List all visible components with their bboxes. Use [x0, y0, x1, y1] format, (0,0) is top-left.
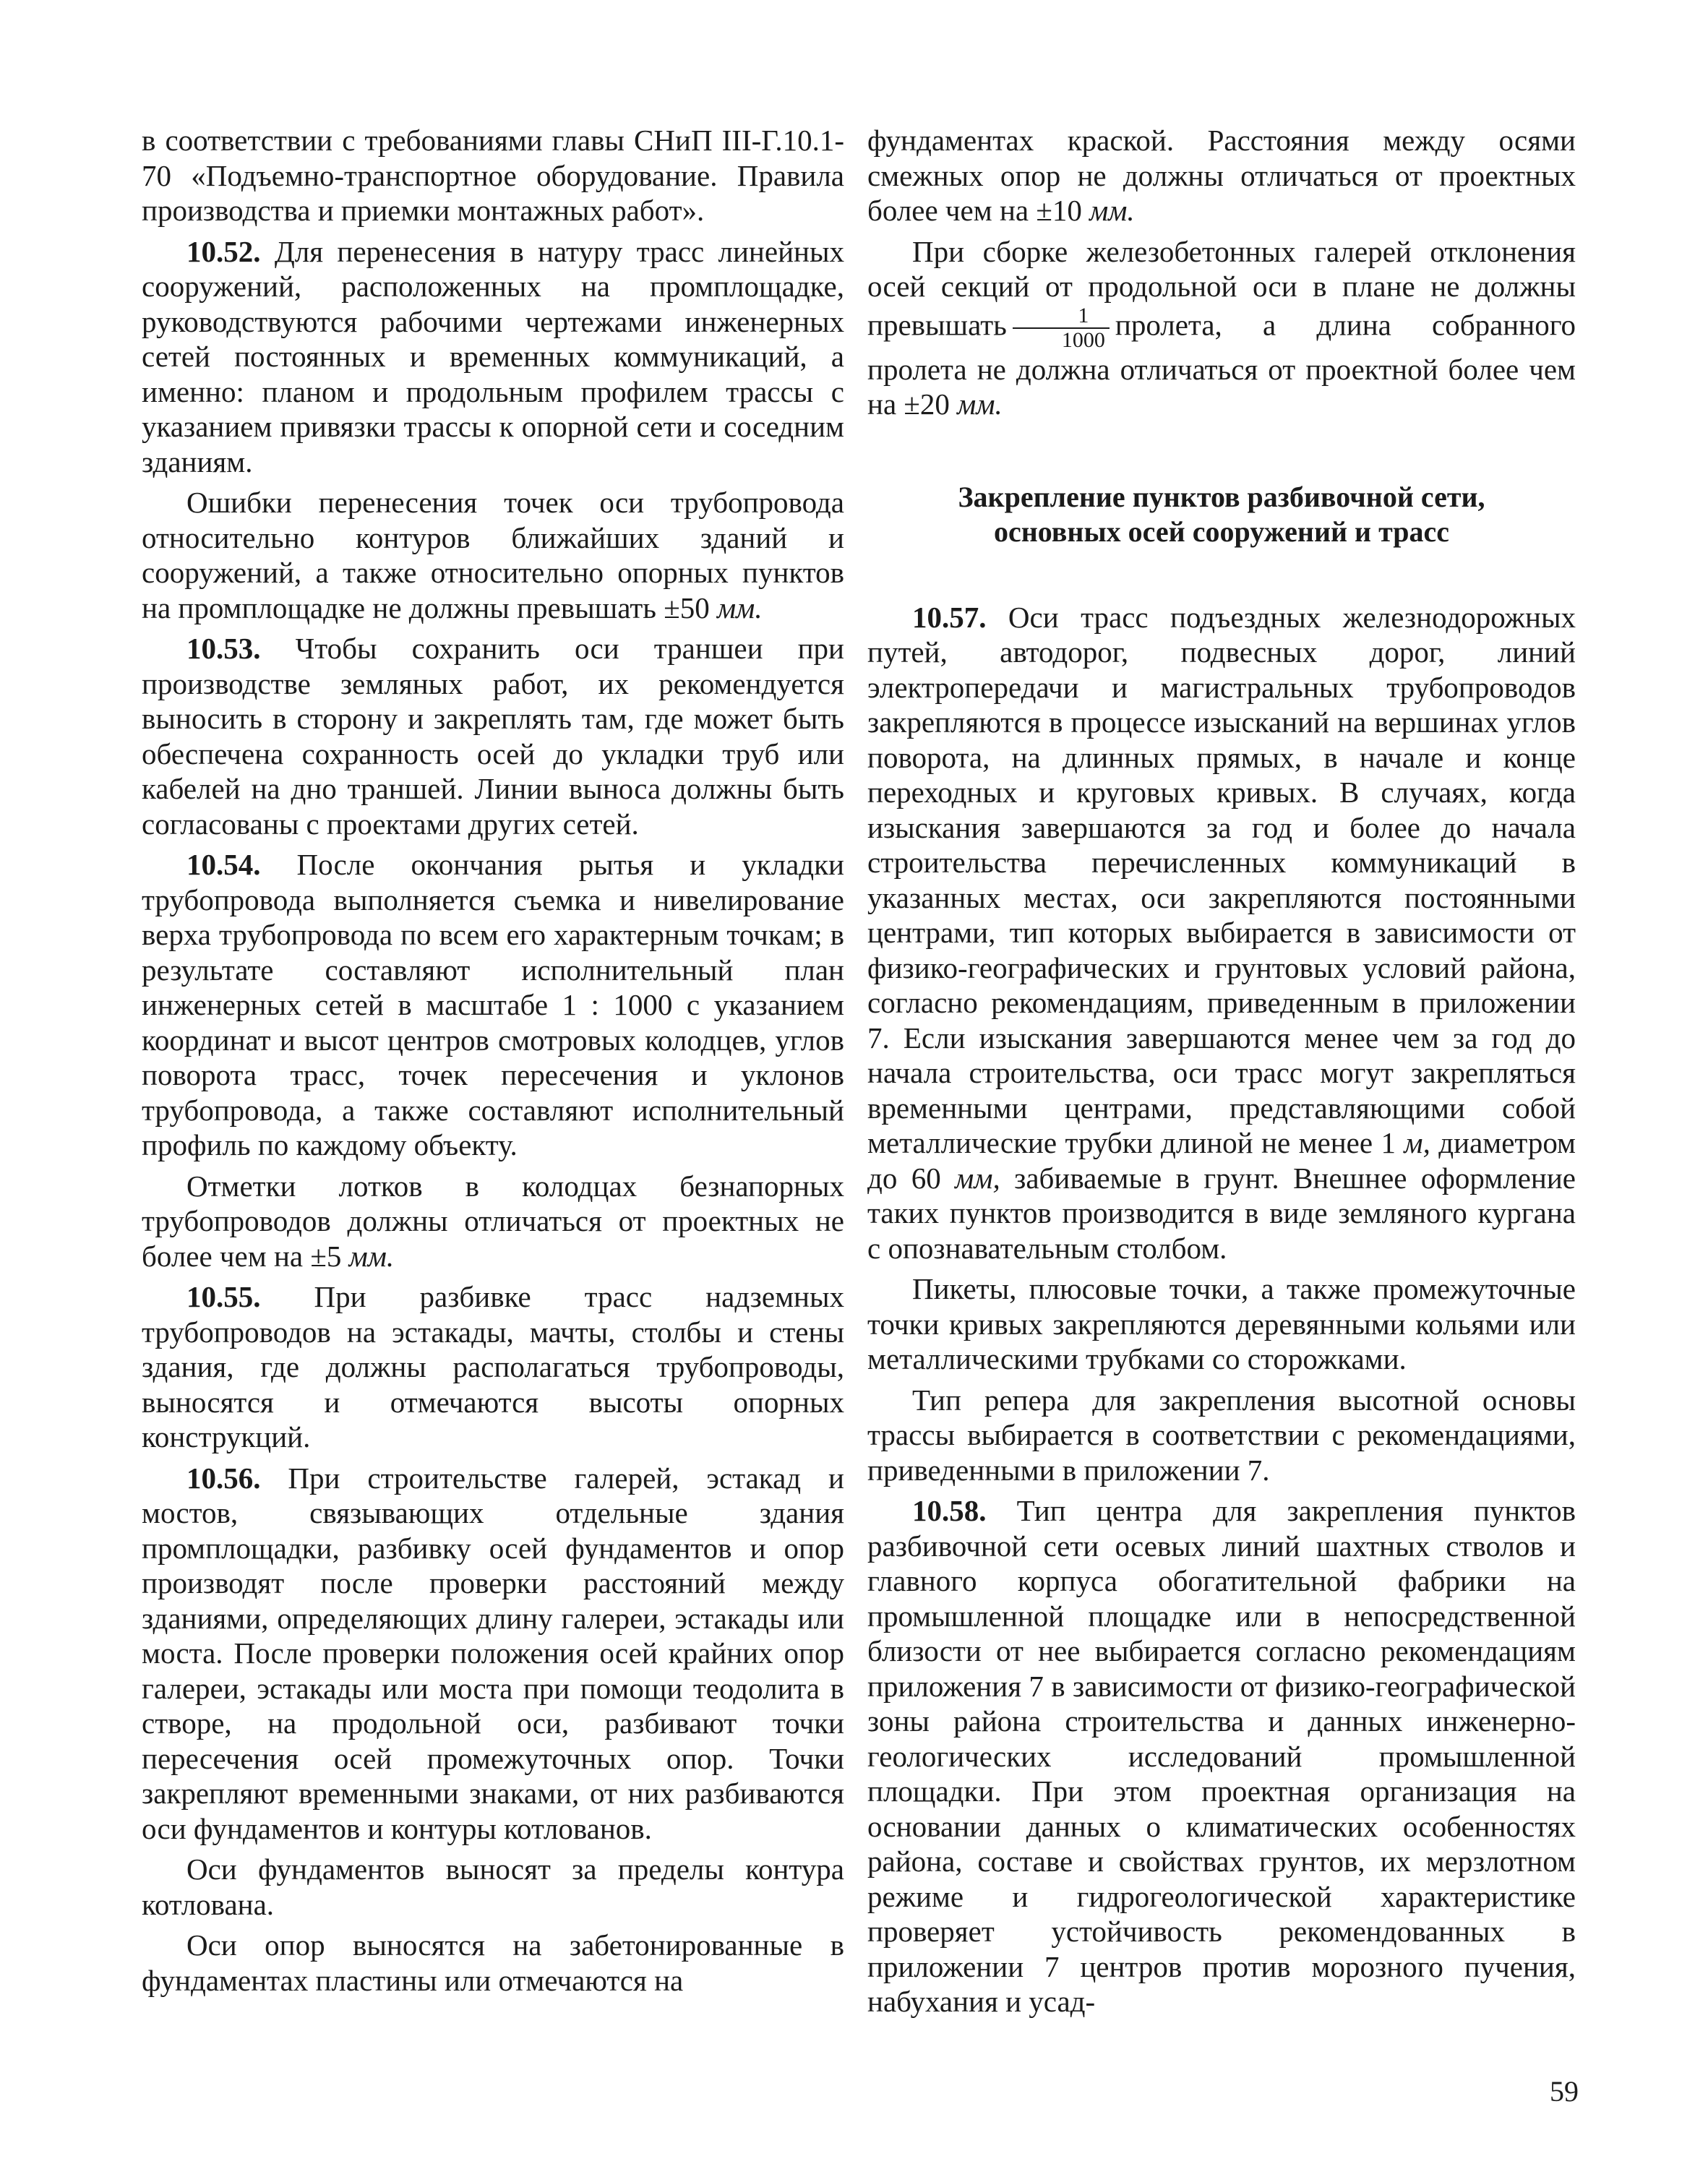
- section-heading: Закрепление пунктов разбивочной сети, основных осей сооружений и трасс: [958, 480, 1485, 548]
- clause-number: 10.55.: [186, 1280, 261, 1313]
- page-number: 59: [1550, 2075, 1579, 2108]
- paragraph-10-58: 10.58. Тип центра для закрепления пунктов разбивочной сети осевых линий шахтных стволов и главного корпуса обогатительной фабрики на промышленной площадке или в непосредственной близости от нее выбирается согласно рекомендациям приложения 7 в зависимости от физико-географической зоны района строительства и данных инженерно-геологических исследований промышленной площадки. При этом проектная организация на основании данных о климатических особенностях района, составе и свойствах грунтов, их мерзлотном режиме и гидрогеологической характеристике проверяет устойчивость рекомендованных в приложении 7 центров против морозного пучения, набухания и усад-: [867, 1494, 1576, 2018]
- paragraph: Ошибки перенесения точек оси трубопровода относительно контуров ближайших зданий и сооружений, а также относительно опорных пунктов на промплощадке не должны превышать ±50 мм.: [142, 486, 844, 624]
- clause-number: 10.57.: [912, 600, 987, 634]
- clause-number: 10.56.: [186, 1461, 261, 1495]
- paragraph-10-54: 10.54. После окончания рытья и укладки трубопровода выполняется съемка и нивелирование верха трубопровода по всем его характерным точкам; в результате составляют исполнительный план инженерных сетей в масштабе 1 : 1000 с указанием координат и высот центров смотровых колодцев, углов поворота трасс, точек пересечения и уклонов трубопровода, а также составляют исполнительный профиль по каждому объекту.: [142, 848, 844, 1162]
- paragraph: Отметки лотков в колодцах безнапорных трубопроводов должны отличаться от проектных не более чем на ±5 мм.: [142, 1169, 844, 1273]
- paragraph: Тип репера для закрепления высотной основы трассы выбирается в соответствии с рекомендациями, приведенными в приложении 7.: [867, 1383, 1576, 1487]
- clause-number: 10.58.: [912, 1494, 987, 1527]
- paragraph: При сборке железобетонных галерей отклонения осей секций от продольной оси в плане не должны превышать $\frac{1}{1000}$ пролета, а длина собранного пролета не должна отличаться от проектной более чем на ±20 мм.: [867, 234, 1576, 421]
- clause-number: 10.54.: [186, 848, 261, 881]
- paragraph-continuation: в соответствии с требованиями главы СНиП III-Г.10.1-70 «Подъемно-транспортное оборудование. Правила производства и приемки монтажных работ».: [142, 124, 844, 227]
- clause-number: 10.52.: [186, 234, 261, 268]
- right-column: [867, 123, 1576, 2025]
- paragraph-continuation: фундаментах краской. Расстояния между осями смежных опор не должны отличаться от проектных более чем на ±10 мм.: [867, 124, 1576, 227]
- paragraph-10-53: 10.53. Чтобы сохранить оси траншеи при производстве земляных работ, их рекомендуется выносить в сторону и закреплять там, где может быть обеспечена сохранность осей до укладки труб или кабелей на дно траншей. Линии выноса должны быть согласованы с проектами других сетей.: [142, 632, 844, 841]
- paragraph-10-52: 10.52. Для перенесения в натуру трасс линейных сооружений, расположенных на промплощадке, руководствуются рабочими чертежами инженерных сетей постоянных и временных коммуникаций, а именно: планом и продольным профилем трассы с указанием привязки трассы к опорной сети и соседним зданиям.: [142, 234, 844, 478]
- paragraph: Оси фундаментов выносят за пределы контура котлована.: [142, 1852, 844, 1921]
- paragraph: Пикеты, плюсовые точки, а также промежуточные точки кривых закрепляются деревянными кольями или металлическими трубками со сторожками.: [867, 1272, 1576, 1375]
- fraction: $\frac{1}{1000}$: [1013, 304, 1110, 352]
- paragraph: Оси опор выносятся на забетонированные в фундаментах пластины или отмечаются на: [142, 1928, 844, 1997]
- clause-number: 10.53.: [186, 632, 261, 665]
- paragraph-10-57: 10.57. Оси трасс подъездных железнодорожных путей, автодорог, подвесных дорог, линий электропередачи и магистральных трубопроводов закрепляются в процессе изысканий на вершинах углов поворота, на длинных прямых, в начале и конце переходных и круговых кривых. В случаях, когда изыскания завершаются за год и более до начала строительства перечисленных коммуникаций в указанных местах, оси закрепляются постоянными центрами, тип которых выбирается в зависимости от физико-географических и грунтовых условий района, согласно рекомендациям, приведенным в приложении 7. Если изыскания завершаются менее чем за год до начала строительства, оси трасс могут закрепляться временными центрами, представляющими собой металлические трубки длиной не менее 1 м, диаметром до 60 мм, забиваемые в грунт. Внешнее оформление таких пунктов производится в виде земляного кургана с опознавательным столбом.: [867, 600, 1576, 1265]
- left-column: [142, 123, 844, 2004]
- paragraph-10-56: 10.56. При строительстве галерей, эстакад и мостов, связывающих отдельные здания промплощадки, разбивку осей фундаментов и опор производят после проверки расстояний между зданиями, определяющих длину галереи, эстакады или моста. После проверки положения осей крайних опор галереи, эстакады или моста при помощи теодолита в створе, на продольной оси, разбивают точки пересечения осей промежуточных опор. Точки закрепляют временными знаками, от них разбиваются оси фундаментов и контуры котлованов.: [142, 1461, 845, 1845]
- paragraph-10-55: 10.55. При разбивке трасс надземных трубопроводов на эстакады, мачты, столбы и стены здания, где должны располагаться трубопроводы, выносятся и отмечаются высоты опорных конструкций.: [142, 1280, 845, 1454]
